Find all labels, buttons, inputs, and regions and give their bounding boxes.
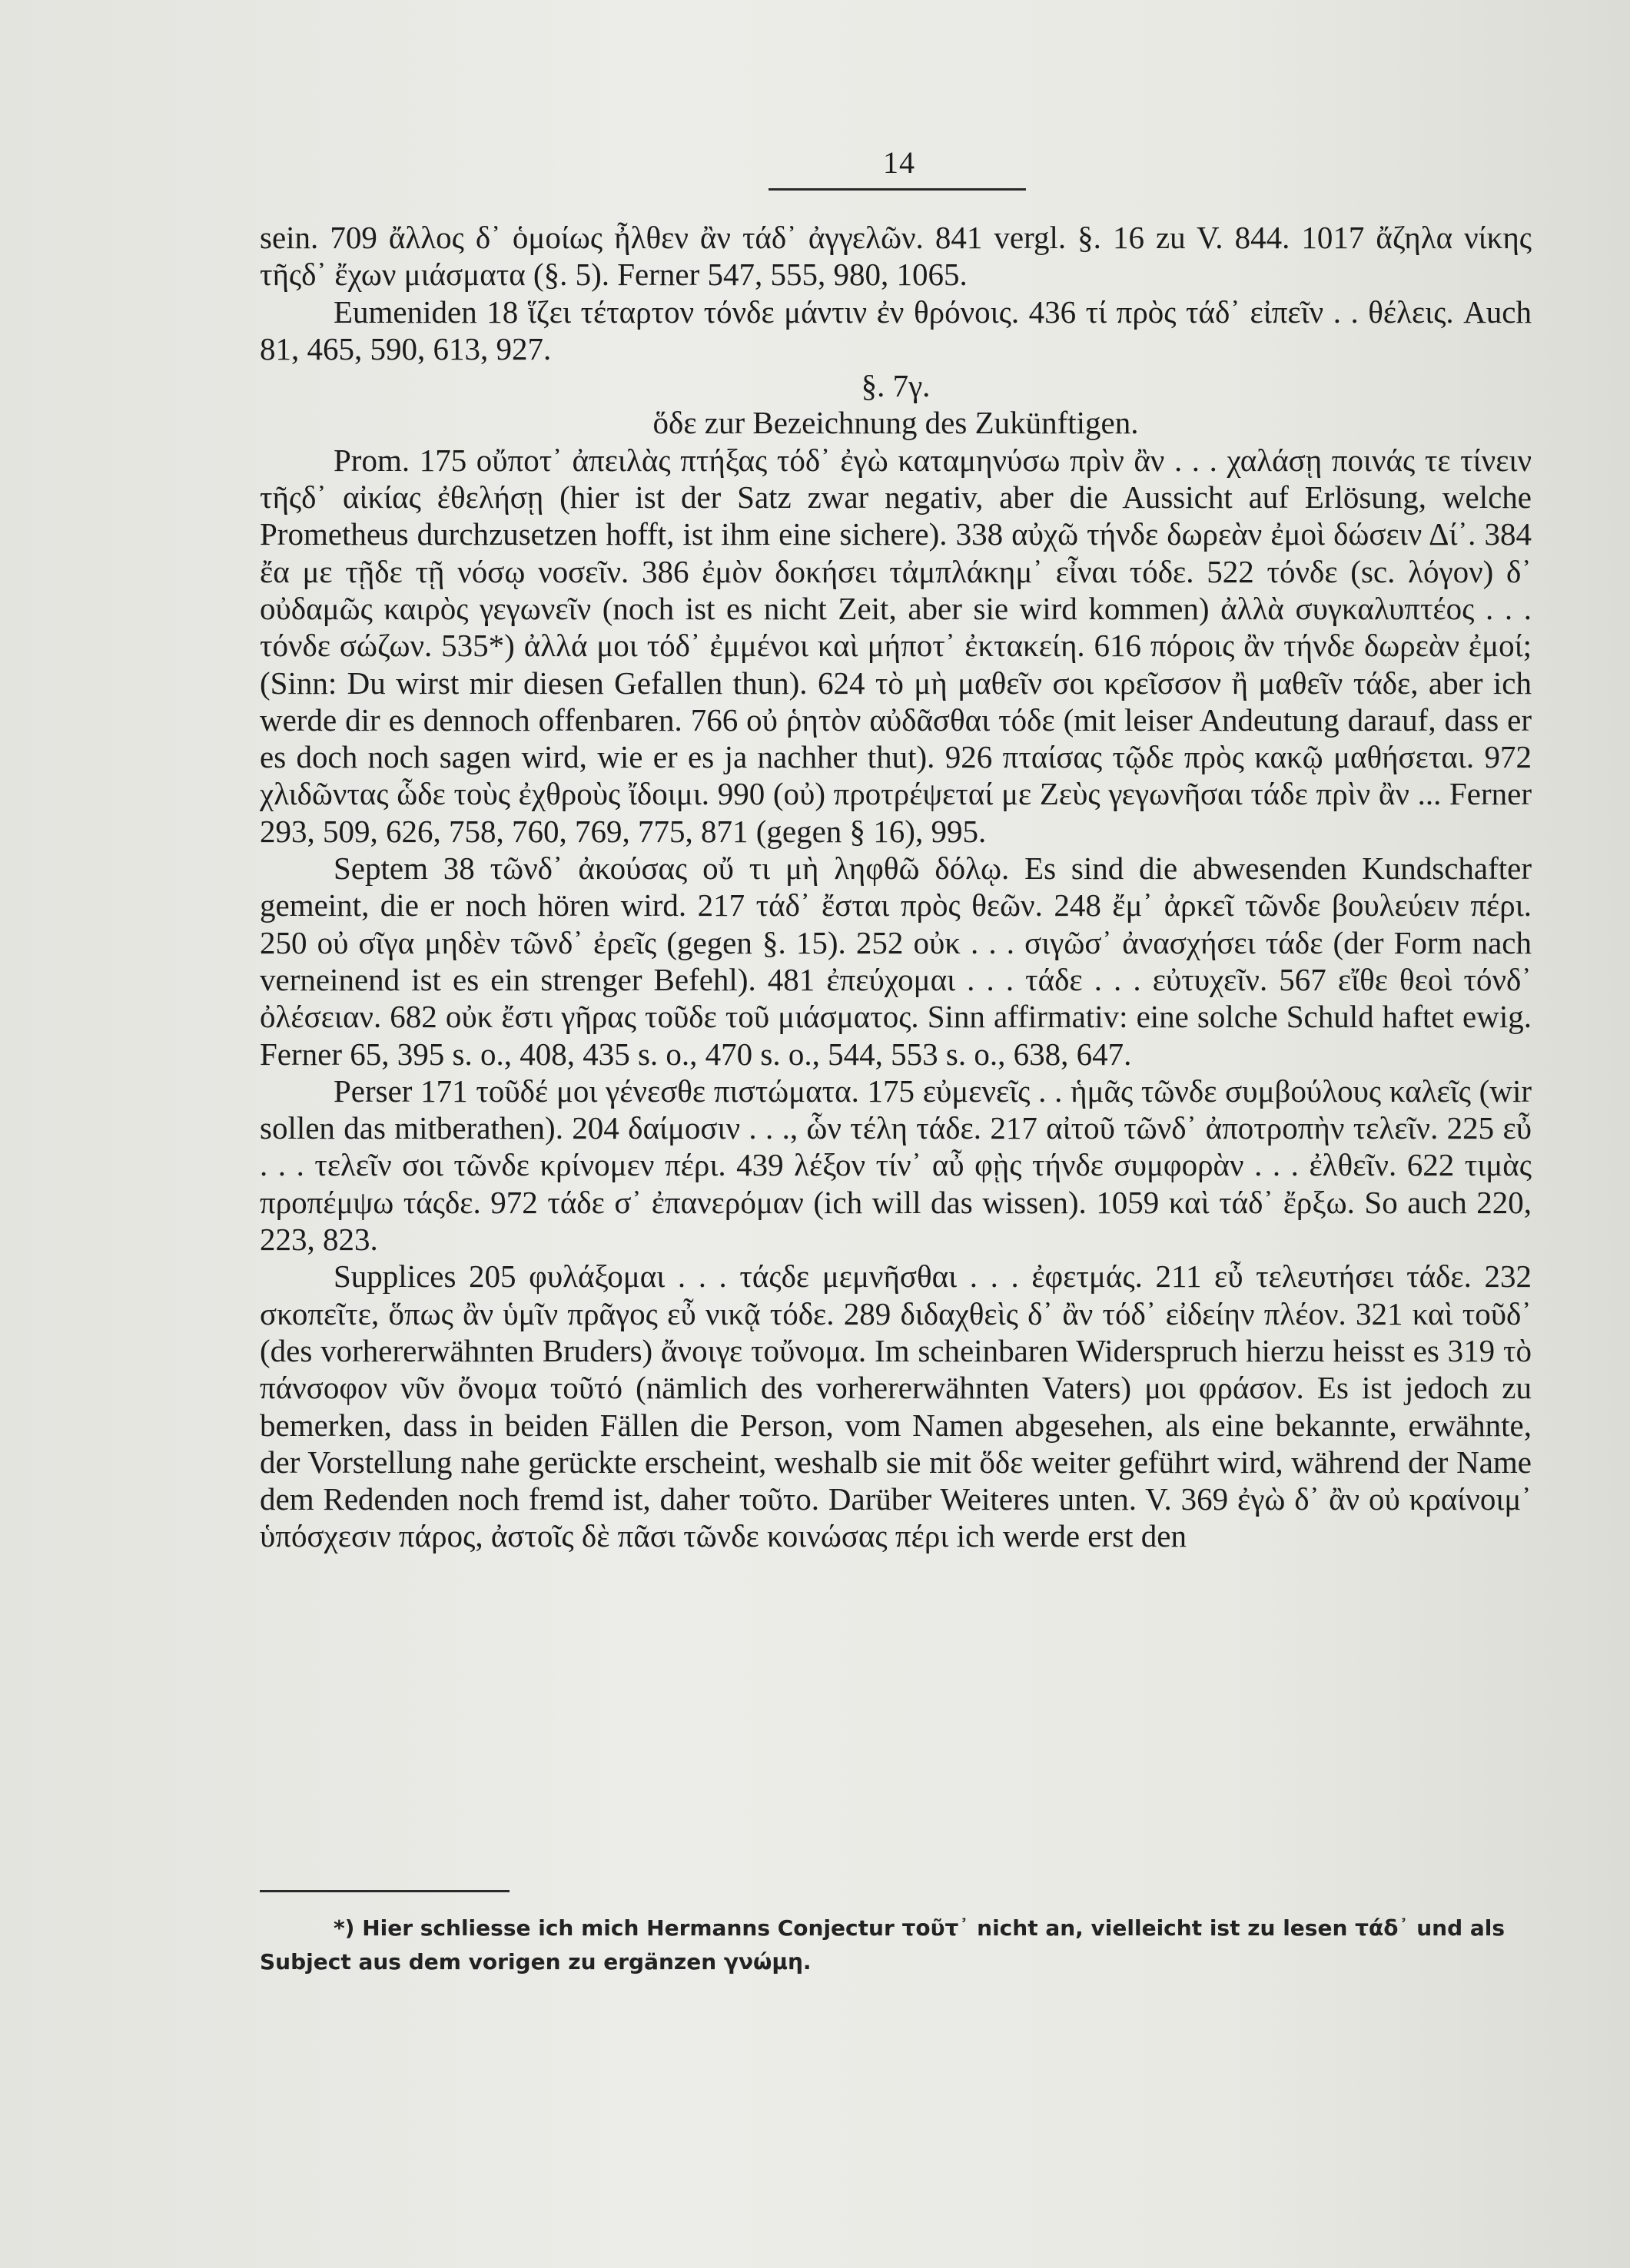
paragraph-perser: Perser 171 τοῦδέ μοι γένεσθε πιστώματα. 175 εὐμενεῖς . . ἡμᾶς τῶνδε συμβούλους καλεῖς (wir sollen das mitberathen). 204 δαίμοσιν . . ., ὧν τέλη τάδε. 217 αἰτοῦ τῶνδ᾽ ἀποτροπὴν τελεῖν. 225 εὖ . . . τελεῖν σοι τῶνδε κρίνομεν πέρι. 439 λέξον τίν᾽ αὖ φῂς τήνδε συμφορὰν . . . ἐλθεῖν. 622 τιμὰς προπέμψω τάςδε. 972 τάδε σ᾽ ἐπανερόμαν (ich will das wissen). 1059 καὶ τάδ᾽ ἔρξω. So auch 220, 223, 823.: [260, 1073, 1532, 1258]
paragraph-choephori-end: sein. 709 ἄλλος δ᾽ ὁμοίως ἦλθεν ἂν τάδ᾽ ἀγγελῶν. 841 vergl. §. 16 zu V. 844. 1017 ἄζηλα νίκης τῆςδ᾽ ἔχων μιάσματα (§. 5). Ferner 547, 555, 980, 1065.: [260, 220, 1532, 293]
paragraph-prom: Prom. 175 οὔποτ᾽ ἀπειλὰς πτήξας τόδ᾽ ἐγὼ καταμηνύσω πρὶν ἂν . . . χαλάσῃ ποινάς τε τίνειν τῆςδ᾽ αἰκίας ἐθελήσῃ (hier ist der Satz zwar negativ, aber die Aussicht auf Erlösung, welche Prometheus durchzusetzen hofft, ist ihm eine sichere). 338 αὐχῶ τήνδε δωρεὰν ἐμοὶ δώσειν Δί᾽. 384 ἔα με τῇδε τῇ νόσῳ νοσεῖν. 386 ἐμὸν δοκήσει τἀμπλάκημ᾽ εἶναι τόδε. 522 τόνδε (sc. λόγον) δ᾽ οὐδαμῶς καιρὸς γεγωνεῖν (noch ist es nicht Zeit, aber sie wird kommen) ἀλλὰ συγκαλυπτέος . . . τόνδε σώζων. 535*) ἀλλά μοι τόδ᾽ ἐμμένοι καὶ μήποτ᾽ ἐκτακείη. 616 πόροις ἂν τήνδε δωρεὰν ἐμοί; (Sinn: Du wirst mir diesen Gefallen thun). 624 τὸ μὴ μαθεῖν σοι κρεῖσσον ἢ μαθεῖν τάδε, aber ich werde dir es dennoch offenbaren. 766 οὐ ῥητὸν αὐδᾶσθαι τόδε (mit leiser Andeutung darauf, dass er es doch noch sagen wird, wie er es ja nachher thut). 926 πταίσας τῷδε πρὸς κακῷ μαθήσεται. 972 χλιδῶντας ὧδε τοὺς ἐχθροὺς ἴδοιμι. 990 (οὐ) προτρέψεταί με Ζεὺς γεγωνῆσαι τάδε πρὶν ἂν ... Ferner 293, 509, 626, 758, 760, 769, 775, 871 (gegen § 16), 995.: [260, 442, 1532, 849]
page-number: 14: [883, 145, 915, 180]
paragraph-eumeniden: Eumeniden 18 ἵζει τέταρτον τόνδε μάντιν ἐν θρόνοις. 436 τί πρὸς τάδ᾽ εἰπεῖν . . θέλεις. Auch 81, 465, 590, 613, 927.: [260, 293, 1532, 366]
body-text: [260, 219, 1532, 1555]
header-rule: [769, 188, 1026, 191]
section-subtitle: ὅδε zur Bezeichnung des Zukünftigen.: [652, 405, 1139, 441]
footnote-text: *) Hier schliesse ich mich Hermanns Conjectur τοῦτ᾽ nicht an, vielleicht ist zu lesen τάδ᾽ und als Subject aus dem vorigen zu ergänzen γνώμη.: [260, 1915, 1506, 1975]
paragraph-supplices: Supplices 205 φυλάξομαι . . . τάςδε μεμνῆσθαι . . . ἐφετμάς. 211 εὖ τελευτήσει τάδε. 232 σκοπεῖτε, ὅπως ἂν ὑμῖν πρᾶγος εὖ νικᾷ τόδε. 289 διδαχθεὶς δ᾽ ἂν τόδ᾽ εἰδείην πλέον. 321 καὶ τοῦδ᾽ (des vorhererwähnten Bruders) ἄνοιγε τοὔνομα. Im scheinbaren Widerspruch hierzu heisst es 319 τὸ πάνσοφον νῦν ὄνομα τοῦτό (nämlich des vorhererwähnten Vaters) μοι φράσον. Es ist jedoch zu bemerken, dass in beiden Fällen die Person, vom Namen abgesehen, als eine bekannte, erwähnte, der Vorstellung nahe gerückte erscheint, weshalb sie mit ὅδε weiter geführt wird, während der Name dem Redenden noch fremd ist, daher τοῦτο. Darüber Weiteres unten. V. 369 ἐγὼ δ᾽ ἂν οὐ κραίνοιμ᾽ ὑπόσχεσιν πάρος, ἀστοῖς δὲ πᾶσι τῶνδε κοινώσας πέρι ich werde erst den: [260, 1258, 1532, 1554]
footnote: [260, 1912, 1532, 1979]
section-heading: §. 7γ.: [861, 368, 931, 404]
paragraph-septem: Septem 38 τῶνδ᾽ ἀκούσας οὔ τι μὴ ληφθῶ δόλῳ. Es sind die abwesenden Kundschafter gemeint, die er noch hören wird. 217 τάδ᾽ ἔσται πρὸς θεῶν. 248 ἔμ᾽ ἀρκεῖ τῶνδε βουλεύειν πέρι. 250 οὐ σῖγα μηδὲν τῶνδ᾽ ἐρεῖς (gegen §. 15). 252 οὐκ . . . σιγῶσ᾽ ἀνασχήσει τάδε (der Form nach verneinend ist es ein strenger Befehl). 481 ἐπεύχομαι . . . τάδε . . . εὐτυχεῖν. 567 εἴθε θεοὶ τόνδ᾽ ὀλέσειαν. 682 οὐκ ἔστι γῆρας τοῦδε τοῦ μιάσματος. Sinn affirmativ: eine solche Schuld haftet ewig. Ferner 65, 395 s. o., 408, 435 s. o., 470 s. o., 544, 553 s. o., 638, 647.: [260, 850, 1532, 1072]
footnote-rule: [260, 1890, 510, 1892]
